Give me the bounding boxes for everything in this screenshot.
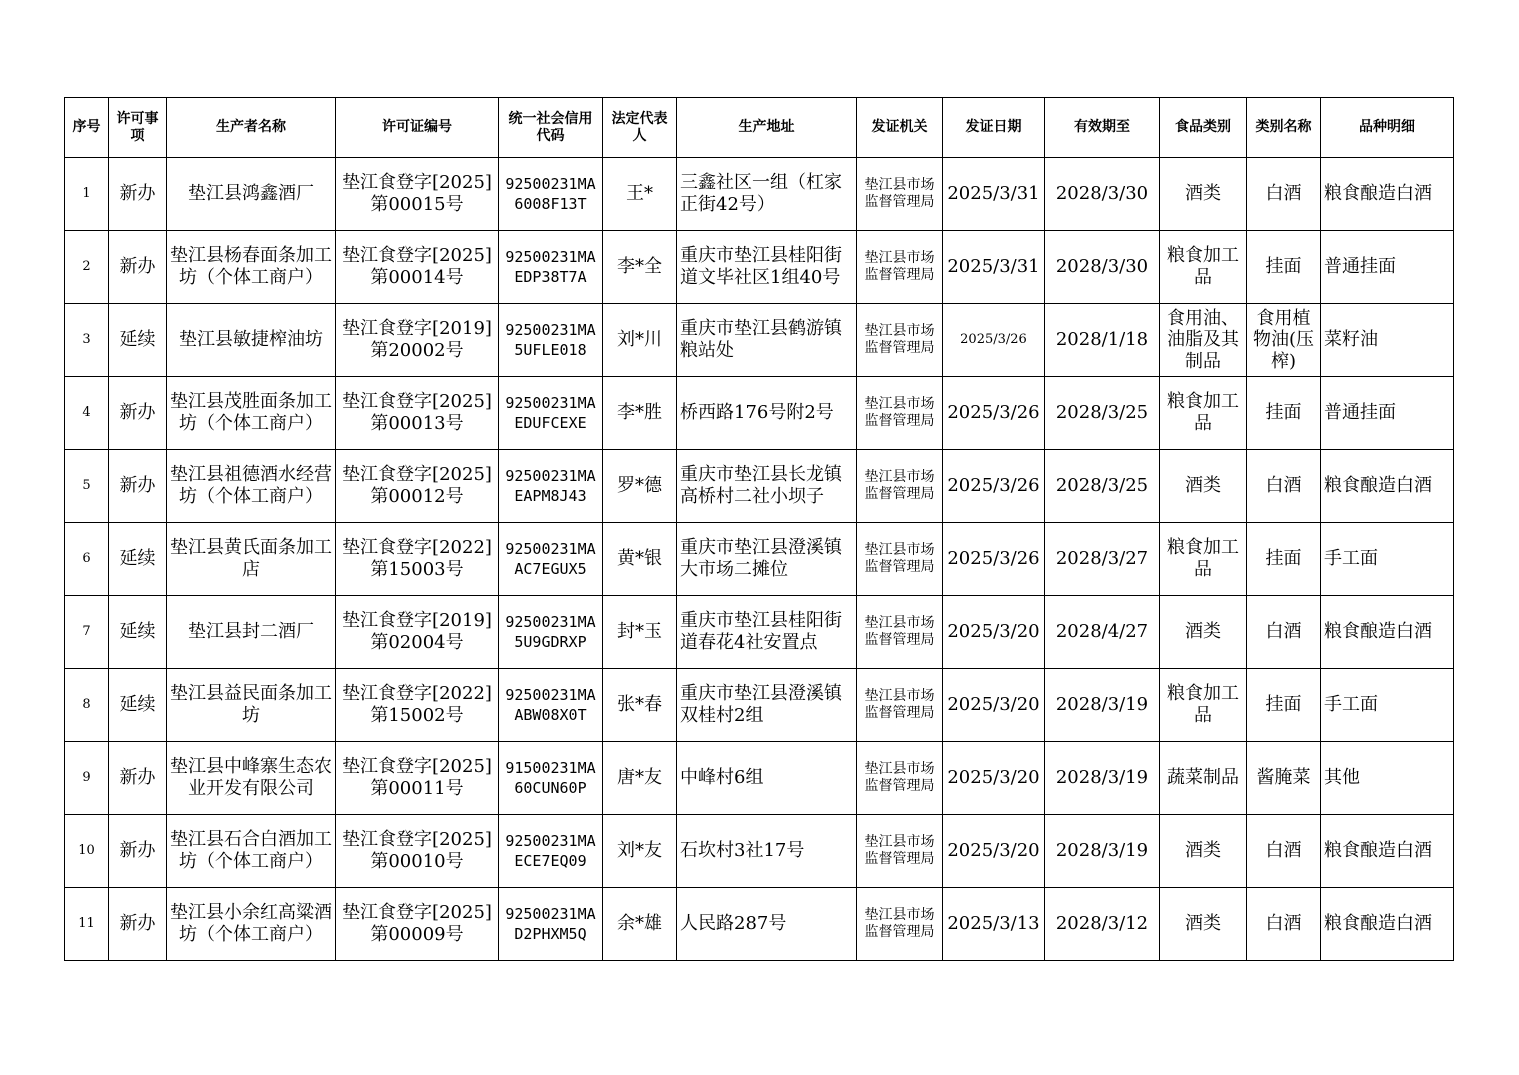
- cell-agency: 垫江县市场监督管理局: [857, 888, 943, 961]
- cell-address: 重庆市垫江县鹤游镇粮站处: [677, 304, 857, 377]
- header-issue-date: 发证日期: [943, 98, 1045, 158]
- cell-credit-code: 92500231MAAC7EGUX5: [499, 523, 603, 596]
- cell-category: 酱腌菜: [1247, 742, 1321, 815]
- cell-producer-name: 垫江县石合白酒加工坊（个体工商户）: [167, 815, 336, 888]
- cell-food-class: 酒类: [1160, 596, 1247, 669]
- table-row: [65, 231, 1454, 304]
- cell-address: 桥西路176号附2号: [677, 377, 857, 450]
- cell-representative: 李*胜: [603, 377, 677, 450]
- cell-detail: 手工面: [1321, 669, 1454, 742]
- cell-food-class: 酒类: [1160, 158, 1247, 231]
- cell-food-class: 粮食加工品: [1160, 523, 1247, 596]
- cell-address: 重庆市垫江县澄溪镇双桂村2组: [677, 669, 857, 742]
- header-detail: 品种明细: [1321, 98, 1454, 158]
- cell-representative: 罗*德: [603, 450, 677, 523]
- cell-food-class: 食用油、油脂及其制品: [1160, 304, 1247, 377]
- cell-credit-code: 92500231MAABW08X0T: [499, 669, 603, 742]
- cell-credit-code: 92500231MAECE7EQ09: [499, 815, 603, 888]
- cell-item: 新办: [109, 231, 167, 304]
- cell-representative: 黄*银: [603, 523, 677, 596]
- cell-category: 挂面: [1247, 377, 1321, 450]
- table-row: [65, 596, 1454, 669]
- cell-item: 新办: [109, 815, 167, 888]
- cell-issue-date: 2025/3/13: [943, 888, 1045, 961]
- table-row: [65, 888, 1454, 961]
- cell-producer-name: 垫江县茂胜面条加工坊（个体工商户）: [167, 377, 336, 450]
- cell-producer-name: 垫江县封二酒厂: [167, 596, 336, 669]
- header-row: [65, 98, 1454, 158]
- cell-detail: 手工面: [1321, 523, 1454, 596]
- cell-agency: 垫江县市场监督管理局: [857, 596, 943, 669]
- table-row: [65, 742, 1454, 815]
- header-license-no: 许可证编号: [336, 98, 499, 158]
- cell-issue-date: 2025/3/26: [943, 304, 1045, 377]
- cell-item: 延续: [109, 669, 167, 742]
- cell-detail: 粮食酿造白酒: [1321, 158, 1454, 231]
- table-row: [65, 304, 1454, 377]
- table-row: [65, 669, 1454, 742]
- cell-producer-name: 垫江县黄氏面条加工店: [167, 523, 336, 596]
- cell-expiry: 2028/3/19: [1045, 669, 1160, 742]
- cell-producer-name: 垫江县小余红高粱酒坊（个体工商户）: [167, 888, 336, 961]
- cell-index: 8: [65, 669, 109, 742]
- cell-detail: 其他: [1321, 742, 1454, 815]
- cell-category: 白酒: [1247, 450, 1321, 523]
- cell-item: 延续: [109, 523, 167, 596]
- cell-expiry: 2028/4/27: [1045, 596, 1160, 669]
- cell-expiry: 2028/3/19: [1045, 815, 1160, 888]
- header-food-class: 食品类别: [1160, 98, 1247, 158]
- cell-address: 重庆市垫江县桂阳街道春花4社安置点: [677, 596, 857, 669]
- cell-credit-code: 92500231MA6008F13T: [499, 158, 603, 231]
- cell-credit-code: 92500231MAEDP38T7A: [499, 231, 603, 304]
- cell-item: 延续: [109, 304, 167, 377]
- cell-index: 3: [65, 304, 109, 377]
- cell-license-no: 垫江食登字[2022]第15003号: [336, 523, 499, 596]
- cell-license-no: 垫江食登字[2025]第00012号: [336, 450, 499, 523]
- cell-representative: 李*全: [603, 231, 677, 304]
- table-row: [65, 450, 1454, 523]
- cell-food-class: 粮食加工品: [1160, 231, 1247, 304]
- cell-producer-name: 垫江县中峰寨生态农业开发有限公司: [167, 742, 336, 815]
- cell-detail: 粮食酿造白酒: [1321, 596, 1454, 669]
- header-representative: 法定代表人: [603, 98, 677, 158]
- cell-representative: 王*: [603, 158, 677, 231]
- cell-agency: 垫江县市场监督管理局: [857, 815, 943, 888]
- cell-agency: 垫江县市场监督管理局: [857, 377, 943, 450]
- header-expiry: 有效期至: [1045, 98, 1160, 158]
- cell-license-no: 垫江食登字[2025]第00015号: [336, 158, 499, 231]
- cell-producer-name: 垫江县杨春面条加工坊（个体工商户）: [167, 231, 336, 304]
- license-table: [64, 97, 1454, 961]
- cell-index: 7: [65, 596, 109, 669]
- cell-address: 人民路287号: [677, 888, 857, 961]
- cell-license-no: 垫江食登字[2025]第00009号: [336, 888, 499, 961]
- cell-issue-date: 2025/3/20: [943, 669, 1045, 742]
- cell-expiry: 2028/3/30: [1045, 158, 1160, 231]
- cell-index: 10: [65, 815, 109, 888]
- cell-license-no: 垫江食登字[2019]第20002号: [336, 304, 499, 377]
- cell-address: 中峰村6组: [677, 742, 857, 815]
- table-row: [65, 377, 1454, 450]
- cell-agency: 垫江县市场监督管理局: [857, 450, 943, 523]
- cell-expiry: 2028/3/12: [1045, 888, 1160, 961]
- cell-license-no: 垫江食登字[2025]第00011号: [336, 742, 499, 815]
- cell-address: 重庆市垫江县澄溪镇大市场二摊位: [677, 523, 857, 596]
- cell-category: 白酒: [1247, 888, 1321, 961]
- cell-food-class: 粮食加工品: [1160, 669, 1247, 742]
- cell-index: 6: [65, 523, 109, 596]
- cell-producer-name: 垫江县祖德酒水经营坊（个体工商户）: [167, 450, 336, 523]
- cell-index: 9: [65, 742, 109, 815]
- cell-food-class: 蔬菜制品: [1160, 742, 1247, 815]
- header-category: 类别名称: [1247, 98, 1321, 158]
- cell-item: 新办: [109, 158, 167, 231]
- cell-address: 三鑫社区一组（杠家正街42号）: [677, 158, 857, 231]
- cell-credit-code: 91500231MA60CUN60P: [499, 742, 603, 815]
- cell-category: 白酒: [1247, 158, 1321, 231]
- cell-item: 新办: [109, 742, 167, 815]
- cell-category: 挂面: [1247, 231, 1321, 304]
- cell-category: 白酒: [1247, 596, 1321, 669]
- cell-license-no: 垫江食登字[2025]第00010号: [336, 815, 499, 888]
- cell-detail: 粮食酿造白酒: [1321, 888, 1454, 961]
- cell-representative: 张*春: [603, 669, 677, 742]
- cell-item: 新办: [109, 450, 167, 523]
- cell-agency: 垫江县市场监督管理局: [857, 669, 943, 742]
- cell-index: 5: [65, 450, 109, 523]
- cell-representative: 刘*川: [603, 304, 677, 377]
- cell-credit-code: 92500231MAEAPM8J43: [499, 450, 603, 523]
- table-row: [65, 523, 1454, 596]
- header-address: 生产地址: [677, 98, 857, 158]
- cell-index: 4: [65, 377, 109, 450]
- cell-food-class: 酒类: [1160, 450, 1247, 523]
- cell-issue-date: 2025/3/31: [943, 158, 1045, 231]
- cell-category: 挂面: [1247, 523, 1321, 596]
- table-body: [65, 158, 1454, 961]
- header-producer-name: 生产者名称: [167, 98, 336, 158]
- header-index: 序号: [65, 98, 109, 158]
- cell-agency: 垫江县市场监督管理局: [857, 231, 943, 304]
- cell-issue-date: 2025/3/26: [943, 523, 1045, 596]
- cell-item: 新办: [109, 888, 167, 961]
- cell-producer-name: 垫江县鸿鑫酒厂: [167, 158, 336, 231]
- cell-detail: 粮食酿造白酒: [1321, 815, 1454, 888]
- cell-category: 白酒: [1247, 815, 1321, 888]
- cell-address: 重庆市垫江县桂阳街道文毕社区1组40号: [677, 231, 857, 304]
- cell-license-no: 垫江食登字[2025]第00014号: [336, 231, 499, 304]
- cell-index: 2: [65, 231, 109, 304]
- cell-agency: 垫江县市场监督管理局: [857, 742, 943, 815]
- cell-issue-date: 2025/3/26: [943, 377, 1045, 450]
- cell-address: 石坎村3社17号: [677, 815, 857, 888]
- cell-detail: 普通挂面: [1321, 231, 1454, 304]
- cell-issue-date: 2025/3/20: [943, 742, 1045, 815]
- cell-license-no: 垫江食登字[2025]第00013号: [336, 377, 499, 450]
- cell-index: 11: [65, 888, 109, 961]
- cell-address: 重庆市垫江县长龙镇高桥村二社小坝子: [677, 450, 857, 523]
- cell-food-class: 粮食加工品: [1160, 377, 1247, 450]
- cell-food-class: 酒类: [1160, 815, 1247, 888]
- cell-expiry: 2028/3/19: [1045, 742, 1160, 815]
- cell-expiry: 2028/3/30: [1045, 231, 1160, 304]
- cell-license-no: 垫江食登字[2022]第15002号: [336, 669, 499, 742]
- table-row: [65, 815, 1454, 888]
- cell-credit-code: 92500231MAD2PHXM5Q: [499, 888, 603, 961]
- cell-issue-date: 2025/3/20: [943, 815, 1045, 888]
- cell-license-no: 垫江食登字[2019]第02004号: [336, 596, 499, 669]
- table-row: [65, 158, 1454, 231]
- cell-category: 挂面: [1247, 669, 1321, 742]
- cell-detail: 普通挂面: [1321, 377, 1454, 450]
- cell-category: 食用植物油(压榨): [1247, 304, 1321, 377]
- cell-item: 新办: [109, 377, 167, 450]
- cell-expiry: 2028/3/25: [1045, 377, 1160, 450]
- cell-agency: 垫江县市场监督管理局: [857, 158, 943, 231]
- cell-agency: 垫江县市场监督管理局: [857, 304, 943, 377]
- cell-agency: 垫江县市场监督管理局: [857, 523, 943, 596]
- cell-credit-code: 92500231MAEDUFCEXE: [499, 377, 603, 450]
- cell-index: 1: [65, 158, 109, 231]
- header-credit-code: 统一社会信用代码: [499, 98, 603, 158]
- header-agency: 发证机关: [857, 98, 943, 158]
- cell-detail: 菜籽油: [1321, 304, 1454, 377]
- cell-producer-name: 垫江县益民面条加工坊: [167, 669, 336, 742]
- cell-credit-code: 92500231MA5UFLE018: [499, 304, 603, 377]
- cell-detail: 粮食酿造白酒: [1321, 450, 1454, 523]
- cell-expiry: 2028/3/25: [1045, 450, 1160, 523]
- cell-representative: 封*玉: [603, 596, 677, 669]
- cell-issue-date: 2025/3/26: [943, 450, 1045, 523]
- cell-representative: 刘*友: [603, 815, 677, 888]
- cell-expiry: 2028/3/27: [1045, 523, 1160, 596]
- cell-issue-date: 2025/3/31: [943, 231, 1045, 304]
- cell-credit-code: 92500231MA5U9GDRXP: [499, 596, 603, 669]
- cell-item: 延续: [109, 596, 167, 669]
- cell-expiry: 2028/1/18: [1045, 304, 1160, 377]
- cell-food-class: 酒类: [1160, 888, 1247, 961]
- cell-issue-date: 2025/3/20: [943, 596, 1045, 669]
- cell-representative: 余*雄: [603, 888, 677, 961]
- header-item: 许可事项: [109, 98, 167, 158]
- cell-representative: 唐*友: [603, 742, 677, 815]
- cell-producer-name: 垫江县敏捷榨油坊: [167, 304, 336, 377]
